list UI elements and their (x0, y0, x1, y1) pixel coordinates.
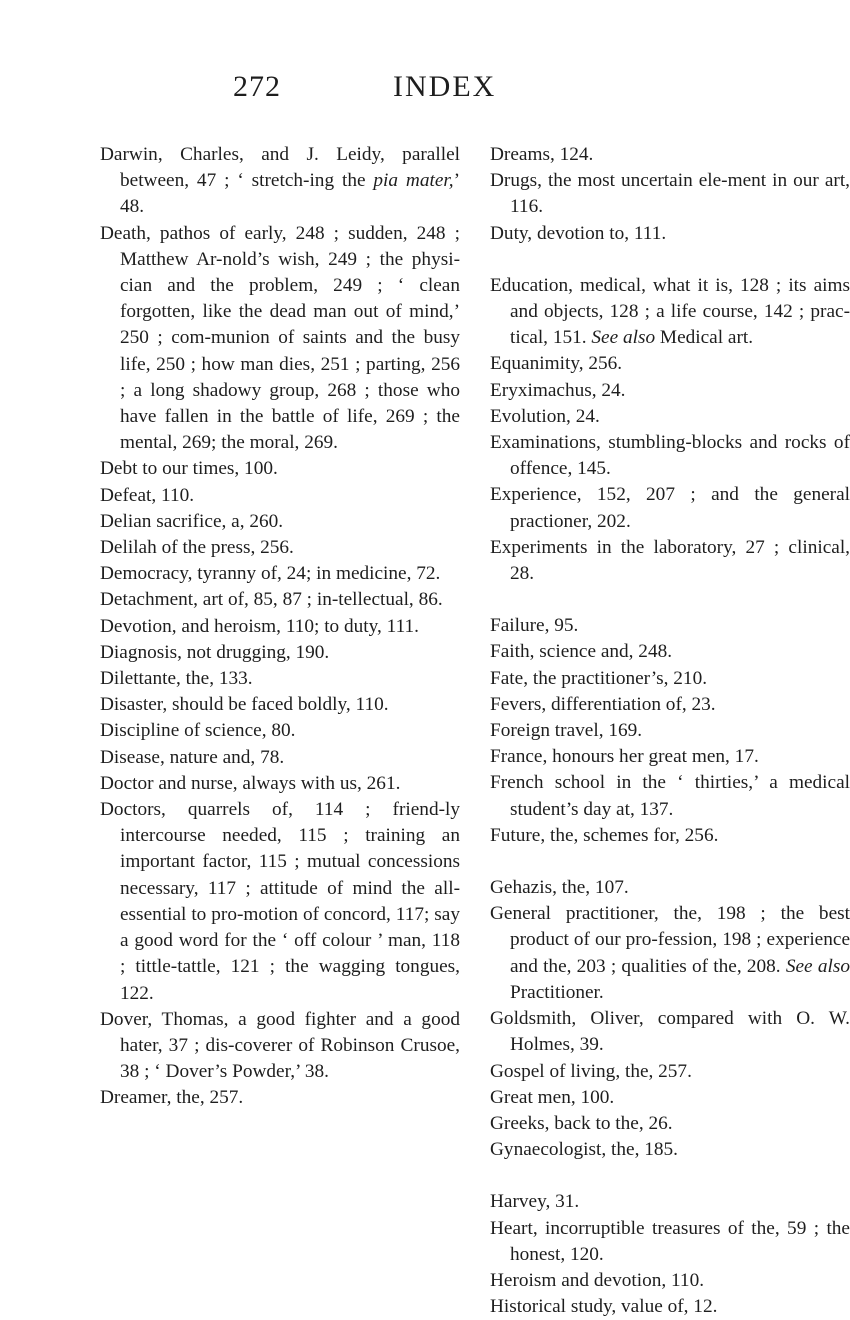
index-entry-text: See also (591, 327, 656, 349)
index-entry-text: French school in the ‘ thirties,’ a medical student’s day at, 137. (490, 772, 850, 820)
index-entry-text: Equanimity, 256. (490, 353, 623, 375)
index-entry-text: Discipline of science, 80. (100, 720, 296, 742)
index-entry (100, 509, 460, 535)
index-entry (100, 666, 460, 692)
index-entry (490, 901, 850, 1006)
index-entry (490, 823, 850, 849)
index-entry-text: See also (785, 955, 850, 977)
index-entry-text: Faith, science and, 248. (490, 641, 673, 663)
index-entry-text: Historical study, value of, 12. (490, 1296, 718, 1318)
index-entry (490, 875, 850, 901)
running-header (0, 70, 800, 110)
index-entry (100, 1085, 460, 1111)
index-column-left (100, 142, 460, 1112)
index-entry (490, 692, 850, 718)
index-entry-text: Duty, devotion to, 111. (490, 222, 667, 244)
index-entry (490, 1216, 850, 1268)
index-entry-text: Medical art. (655, 327, 754, 349)
index-entry-text: Disaster, should be faced boldly, 110. (100, 694, 389, 716)
index-entry (100, 1007, 460, 1086)
index-entry (490, 770, 850, 822)
index-entry-text: Dilettante, the, 133. (100, 668, 253, 690)
index-entry-text: Doctor and nurse, always with us, 261. (100, 772, 401, 794)
index-entry (490, 666, 850, 692)
index-entry-text: Eryximachus, 24. (490, 379, 626, 401)
index-entry-text: Defeat, 110. (100, 484, 195, 506)
index-entry-text: Goldsmith, Oliver, compared with O. W. Holmes, 39. (490, 1008, 850, 1056)
index-entry-text: pia mater, (373, 170, 454, 192)
index-entry-text: Education, medical, what it is, 128 ; its aims and objects, 128 ; a life course, 142 ; prac-tical, 151. (490, 274, 850, 349)
index-entry (490, 430, 850, 482)
index-entry-text: Disease, nature and, 78. (100, 746, 285, 768)
index-entry (100, 535, 460, 561)
index-entry (490, 535, 850, 587)
index-entry-text: Drugs, the most uncertain ele-ment in our art, 116. (490, 170, 850, 218)
index-entry-text: Delian sacrifice, a, 260. (100, 510, 284, 532)
index-entry-text: Diagnosis, not drugging, 190. (100, 641, 330, 663)
index-entry-text: Practitioner. (510, 981, 604, 1003)
index-entry (490, 613, 850, 639)
index-entry-text: Greeks, back to the, 26. (490, 1112, 673, 1134)
index-entry-text: France, honours her great men, 17. (490, 746, 759, 768)
index-entry (490, 378, 850, 404)
index-entry (100, 456, 460, 482)
index-entry (100, 692, 460, 718)
index-entry-text: Dover, Thomas, a good fighter and a good hater, 37 ; dis-coverer of Robinson Crusoe, 38 ; ‘ Dover’s Powder,’ 38. (100, 1008, 460, 1083)
index-entry (100, 221, 460, 457)
index-entry (100, 640, 460, 666)
index-entry-text: Gynaecologist, the, 185. (490, 1139, 678, 1161)
index-entry-text: Heroism and devotion, 110. (490, 1269, 705, 1291)
index-entry-text: Gehazis, the, 107. (490, 877, 629, 899)
index-entry (490, 273, 850, 352)
index-entry-text: Detachment, art of, 85, 87 ; in-tellectual, 86. (100, 589, 443, 611)
index-entry-text: General practitioner, the, 198 ; the best product of our pro-fession, 198 ; experience and the, 203 ; qualities of the, 208. (490, 903, 850, 977)
index-entry (490, 1268, 850, 1294)
index-entry-text: Debt to our times, 100. (100, 458, 278, 480)
index-entry-text: Doctors, quarrels of, 114 ; friend-ly intercourse needed, 115 ; training an important factor, 115 ; mutual concessions necessary, 117 ; attitude of mind the all-essential to pro-motion of concord, 117; say a good word for the ‘ off colour ’ man, 118 ; tittle-tattle, 121 ; the wagging tongues, 122. (100, 799, 460, 1004)
index-entry (100, 614, 460, 640)
index-entry-text: Harvey, 31. (490, 1191, 580, 1213)
index-entry (490, 482, 850, 534)
index-entry (490, 744, 850, 770)
index-entry-text: Devotion, and heroism, 110; to duty, 111. (100, 615, 419, 637)
index-entry (100, 142, 460, 221)
index-entry (490, 221, 850, 247)
index-entry-text: Heart, incorruptible treasures of the, 59 ; the honest, 120. (490, 1217, 850, 1265)
index-entry-text: Gospel of living, the, 257. (490, 1060, 692, 1082)
index-entry-text: Fate, the practitioner’s, 210. (490, 667, 708, 689)
index-entry-text: Dreams, 124. (490, 144, 594, 165)
index-entry (490, 639, 850, 665)
index-entry-text: Democracy, tyranny of, 24; in medicine, 72. (100, 563, 441, 585)
page-title: INDEX (393, 70, 497, 103)
index-entry-text: Darwin, Charles, and J. Leidy, parallel between, 47 ; ‘ stretch-ing the (100, 144, 460, 192)
index-entry-text: Experiments in the laboratory, 27 ; clinical, 28. (490, 536, 850, 585)
index-entry (100, 797, 460, 1007)
index-entry-text: Evolution, 24. (490, 405, 600, 427)
index-entry-text: Death, pathos of early, 248 ; sudden, 248 ; Matthew Ar-nold’s wish, 249 ; the physi-cian and the problem, 249 ; ‘ clean forgotten, like the dead man out of mind,’ 250 ; com-munion of saints and the busy life, 250 ; how man dies, 251 ; parting, 256 ; a long shadowy group, 268 ; those who have fallen in the battle of life, 269 ; the mental, 269; the moral, 269. (100, 222, 460, 454)
index-entry-text: ’ 48. (120, 170, 461, 218)
index-entry (490, 1294, 850, 1320)
index-entry (100, 745, 460, 771)
index-entry-text: Delilah of the press, 256. (100, 537, 294, 559)
index-entry-text: Failure, 95. (490, 615, 579, 637)
index-entry-text: Future, the, schemes for, 256. (490, 824, 719, 846)
index-entry-text: Dreamer, the, 257. (100, 1087, 244, 1109)
index-entry (490, 1137, 850, 1163)
index-entry-text: Experience, 152, 207 ; and the general practioner, 202. (490, 484, 850, 532)
index-entry (490, 1059, 850, 1085)
index-entry (490, 1189, 850, 1215)
index-entry (100, 718, 460, 744)
index-entry (490, 1111, 850, 1137)
index-entry (490, 1085, 850, 1111)
index-entry (490, 404, 850, 430)
index-entry (100, 483, 460, 509)
index-entry (490, 142, 850, 168)
index-entry (100, 587, 460, 613)
index-entry-text: Examinations, stumbling-blocks and rocks of offence, 145. (490, 432, 850, 480)
index-entry (490, 351, 850, 377)
index-entry (490, 718, 850, 744)
index-entry (490, 1006, 850, 1058)
index-entry-text: Foreign travel, 169. (490, 720, 643, 742)
index-entry (490, 168, 850, 220)
index-entry-text: Fevers, differentiation of, 23. (490, 693, 716, 715)
page-number: 272 (233, 70, 281, 103)
index-entry-text: Great men, 100. (490, 1086, 615, 1108)
index-entry (100, 771, 460, 797)
index-entry (100, 561, 460, 587)
index-column-right (490, 142, 850, 1320)
